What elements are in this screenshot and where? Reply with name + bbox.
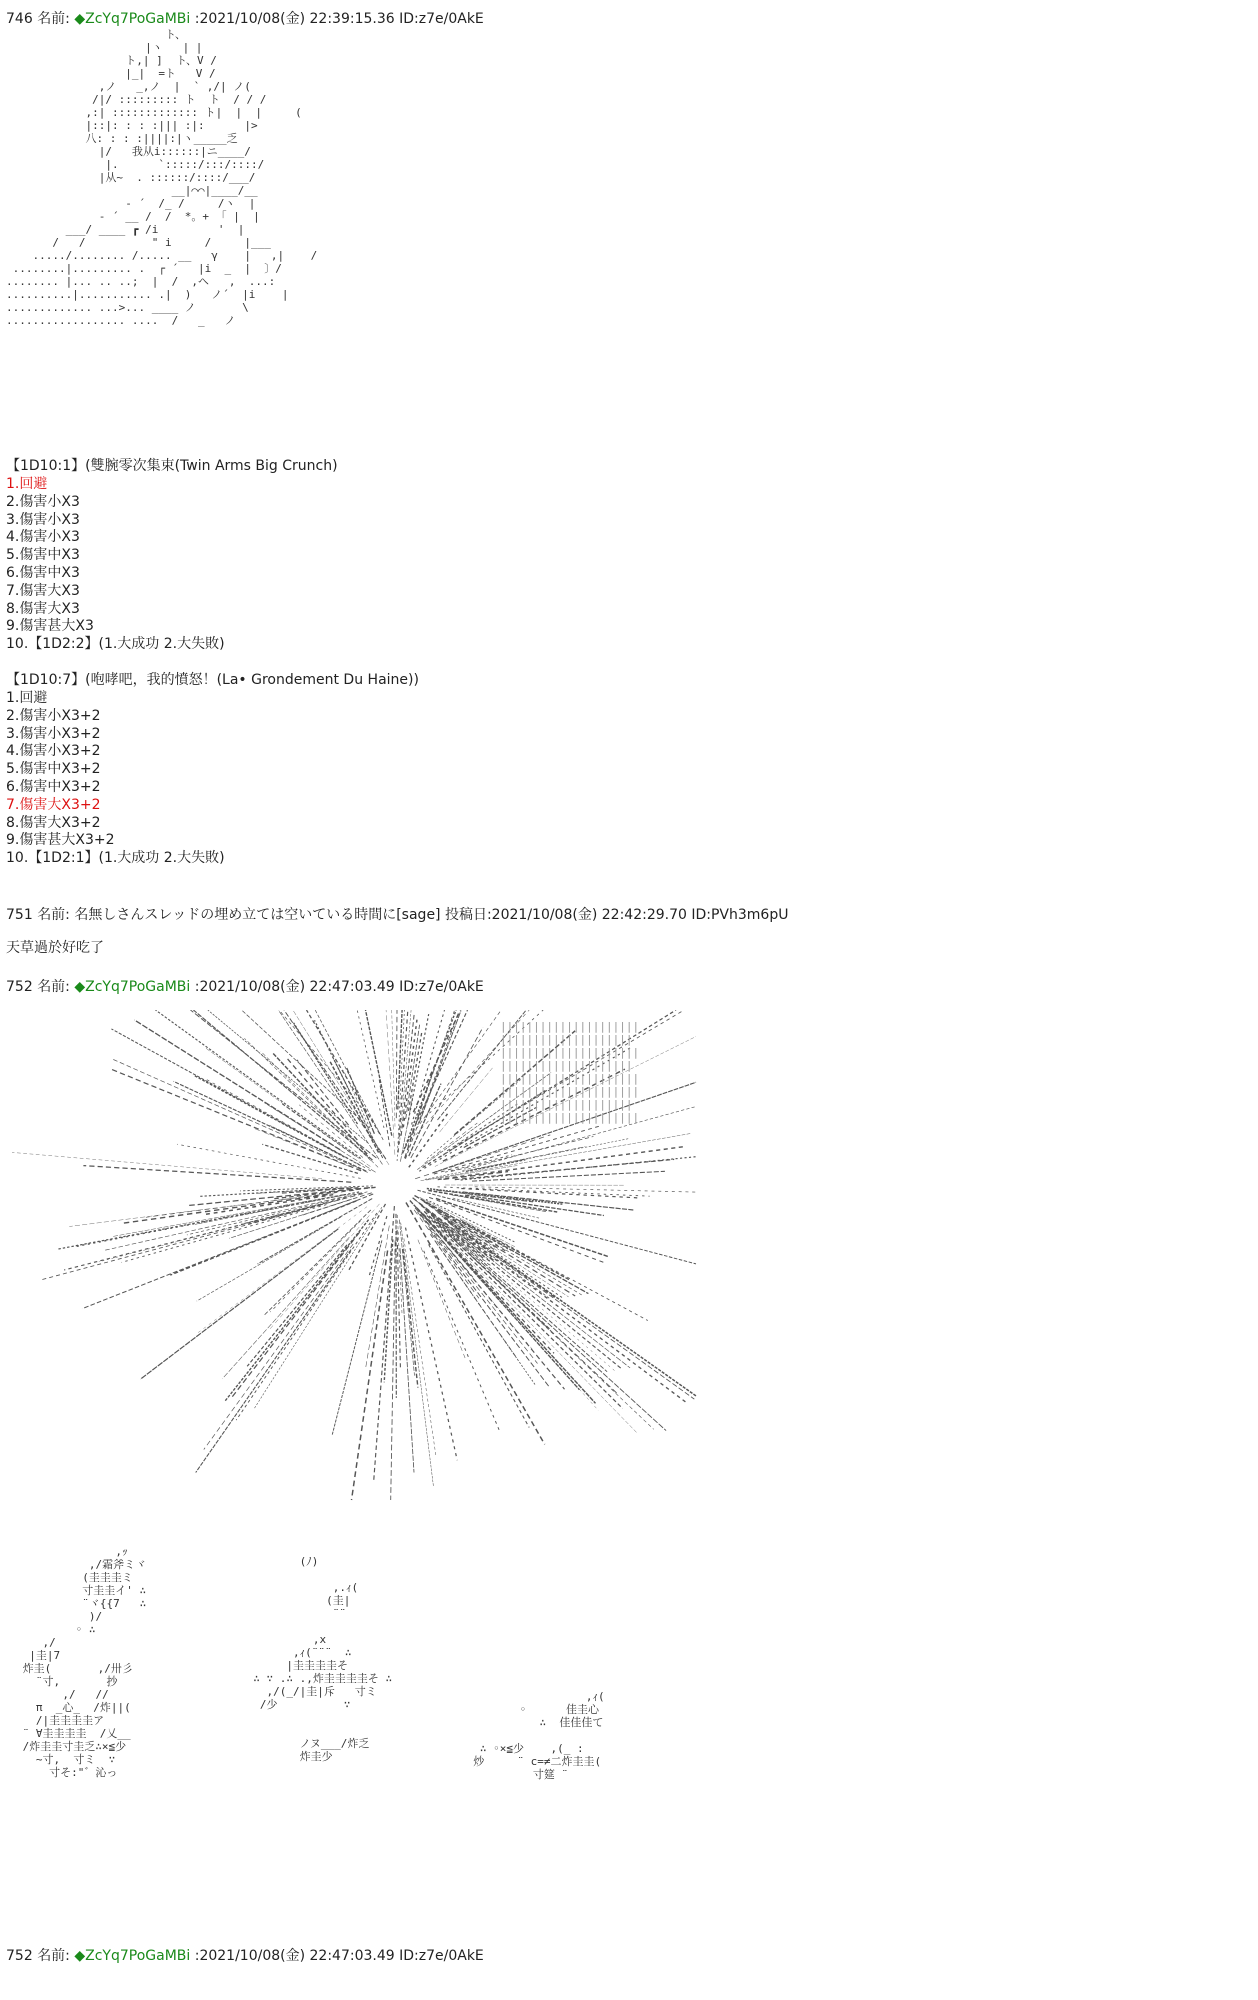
roll-item: 2.傷害小X3+2 <box>6 707 101 724</box>
post-header <box>6 1945 484 1965</box>
post-datetime: :2021/10/08(金) 22:39:15.36 <box>194 11 395 27</box>
poster-id[interactable]: ID:PVh3m6pU <box>691 907 789 923</box>
roll-item: 10.【1D2:2】(1.大成功 2.大失敗) <box>6 636 225 653</box>
poster-id[interactable]: ID:z7e/0AkE <box>399 979 484 995</box>
roll-item: 3.傷害小X3 <box>6 511 80 528</box>
poster-name: 名無しさんスレッドの埋め立ては空いている時間に[sage] <box>74 907 441 923</box>
ascii-art-figure: ト、 |ヽ | | ト,| ] ト、V / |_| =ト V / ,ノ _,ノ | ` ,/| ノ( /|/ ::::::::: ト ト / / / ,:| ::::::::::::: ト| | | ( |::|: : : :||| :|: |> 八: : : :||||:|ヽ_____乏 |/ 我从i::::::|ニ____/ |. `:::::/:::/::::/ |从~ . ::::::/::::/___/ __|⌒⌒|____/__ - ´ /_ / /ヽ | - ´ __ / / *。+ 「 | | ___/ ____ ┏ /i ' | / / " i / |___ ...../........ /..... __ γ | ,| / ........|......... . ┌ ´ |i _ | 〕/ ........ |... .. ..; | / ,ヘ , ...: ..........|........... .| ) ノ´ |i | ............. ...>... ____ ノ \ .................. .... / _ ノ <box>6 28 318 327</box>
roll-item: 7.傷害大X3 <box>6 582 80 599</box>
poster-id[interactable]: ID:z7e/0AkE <box>399 1948 484 1964</box>
ascii-art-bottom-left: ,ｯ ,/霜斧ミヾ (圭圭圭ミ 寸圭圭イ' ∴ ¨ヾ{{7 ∴ )/ ◦ ∴ ,/ |圭|7 炸圭( ,/卅彡 ¨寸, 抄 ,/ // π _心_ /炸||( /|圭圭圭圭ア ¨ ∀圭圭圭圭 /乂__ /炸圭圭寸圭乏∴×≦少 ~寸, 寸ミ ∵ 寸そ:"゛沁っ <box>22 1545 147 1779</box>
roll-item: 8.傷害大X3 <box>6 600 80 617</box>
post-body: 天草過於好吃了 <box>6 940 104 956</box>
poster-trip: ◆ZcYq7PoGaMBi <box>74 979 191 995</box>
roll-header: 【1D10:1】(雙腕零次集束(Twin Arms Big Crunch) <box>6 458 338 474</box>
roll-item: 1.回避 <box>6 690 48 706</box>
roll-item: 9.傷害甚大X3 <box>6 618 94 635</box>
roll-item: 7.傷害大X3+2 <box>6 796 101 813</box>
poster-trip: ◆ZcYq7PoGaMBi <box>74 1948 191 1964</box>
name-label: 名前: <box>37 11 70 27</box>
roll-item: 4.傷害小X3+2 <box>6 743 101 760</box>
roll-item: 4.傷害小X3 <box>6 529 80 546</box>
ascii-art-bottom-mid: (ﾉ) ,.ｨ( (圭| ¨¨ ,x ,ｨ(¨¨¨ ∴ |圭圭圭圭そ ∴ ∵ .∴ .,炸圭圭圭圭そ ∴ ,/(_/|圭|斥 寸ミ /少 ∵ ノヌ___/炸乏 炸圭少 <box>253 1555 393 1763</box>
post-datetime: :2021/10/08(金) 22:47:03.49 <box>194 979 395 995</box>
roll-item: 5.傷害中X3 <box>6 547 80 564</box>
post-header <box>6 976 484 996</box>
roll-item: 1.回避 <box>6 476 48 492</box>
post-datetime: 投稿日:2021/10/08(金) 22:42:29.70 <box>444 907 687 923</box>
roll-item: 10.【1D2:1】(1.大成功 2.大失敗) <box>6 850 225 867</box>
poster-id[interactable]: ID:z7e/0AkE <box>399 11 484 27</box>
post-header <box>6 904 788 924</box>
roll-item: 6.傷害中X3+2 <box>6 779 101 795</box>
poster-trip: ◆ZcYq7PoGaMBi <box>74 11 191 27</box>
name-label: 名前: <box>37 1948 70 1964</box>
post-number[interactable]: 752 <box>6 1948 33 1964</box>
roll-item: 8.傷害大X3+2 <box>6 814 101 831</box>
roll-item: 6.傷害中X3 <box>6 565 80 581</box>
roll-header: 【1D10:7】(咆哮吧，我的憤怒！(La• Grondement Du Haine)) <box>6 672 419 688</box>
post-number[interactable]: 752 <box>6 979 33 995</box>
post-number[interactable]: 746 <box>6 11 33 27</box>
post-number[interactable]: 751 <box>6 907 33 923</box>
name-label: 名前: <box>37 979 70 995</box>
roll-item: 5.傷害中X3+2 <box>6 761 101 778</box>
post-header <box>6 8 484 28</box>
ascii-art-bottom-right: ,ｨ( ◦ 佳圭心 ∴ 佳佳佳て ∴ ◦×≦少 ,(_ : 炒 ¨ c=≠二炸圭圭( 寸筵 ¨ <box>473 1690 605 1781</box>
ascii-art-texture: ||||||||||||||||||||| |||||||||||||||||||| ||||||||||||||||||||| |||||||||||||||||||| ||||||||||||||||||||| ||||||||||||||||||||| |||||||||||||||||||| ||||||||||||||||||||| <box>500 1020 640 1124</box>
roll-item: 2.傷害小X3 <box>6 493 80 510</box>
name-label: 名前: <box>37 907 70 923</box>
post-datetime: :2021/10/08(金) 22:47:03.49 <box>194 1948 395 1964</box>
roll-item: 9.傷害甚大X3+2 <box>6 832 115 849</box>
roll-item: 3.傷害小X3+2 <box>6 725 101 742</box>
